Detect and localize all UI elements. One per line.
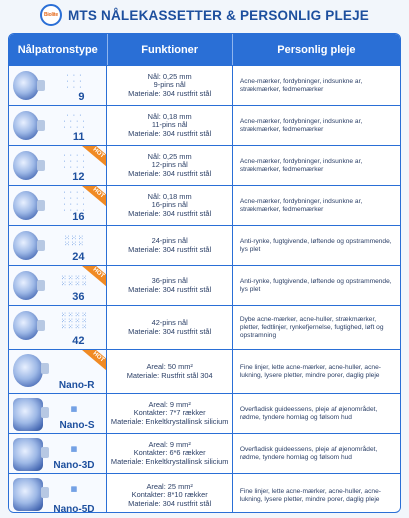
- table-row: [9, 145, 400, 185]
- cartridge-image-cell: [9, 434, 107, 473]
- function-line: 42-pins nål: [151, 317, 188, 327]
- cartridge-label: Nano-R: [58, 380, 95, 391]
- cartridge-table: [8, 33, 401, 513]
- functions-cell: [107, 434, 232, 473]
- function-line: 9-pins nål: [153, 80, 186, 90]
- hot-badge: [82, 266, 106, 290]
- cartridge-label: 9: [78, 91, 85, 103]
- function-line: Areal: 9 mm²: [148, 439, 191, 449]
- function-line: Materiale: 304 rustfrit stål: [128, 244, 212, 254]
- functions-cell: [107, 66, 232, 105]
- brand-logo: [40, 4, 62, 26]
- cartridge-image-cell: [9, 66, 107, 105]
- hot-badge-text: HOT: [82, 186, 106, 209]
- table-body: [9, 65, 400, 513]
- table-row: [9, 185, 400, 225]
- cartridge-image-cell: [9, 106, 107, 145]
- function-line: Areal: 50 mm²: [146, 361, 193, 371]
- care-cell: Acne-mærker, fordybninger, indsunkne ar, strækmærker, fedmemærker: [239, 117, 363, 133]
- care-cell: Fine linjer, lette acne-mærker, acne-huller, acne-lukning, lysere pletter, mindre porer, daglig pleje: [239, 363, 381, 379]
- cartridge-icon: [13, 151, 39, 180]
- cartridge-label: 12: [72, 171, 85, 183]
- function-line: Nål: 0,18 mm: [147, 191, 192, 201]
- function-line: Materiale: Enkeltkrystallinsk silicium: [110, 456, 229, 466]
- cartridge-label: 36: [72, 291, 85, 303]
- function-line: Kontakter: 7*7 rækker: [133, 408, 206, 418]
- care-cell: Acne-mærker, fordybninger, indsunkne ar, strækmærker, fedmemærker: [239, 197, 363, 213]
- cartridge-icon: [13, 71, 39, 100]
- title-bar: [0, 0, 409, 30]
- cartridge-icon: [13, 191, 39, 220]
- cartridge-icon: [13, 354, 43, 387]
- hot-badge: [82, 186, 106, 210]
- column-header-type: Nålpatronstype: [9, 34, 108, 65]
- cartridge-icon: [13, 311, 39, 340]
- function-line: Areal: 25 mm²: [146, 481, 193, 491]
- cartridge-image-cell: [9, 226, 107, 265]
- functions-cell: [107, 226, 232, 265]
- cartridge-image-cell: [9, 266, 107, 305]
- table-row: [9, 473, 400, 513]
- function-line: Nål: 0,25 mm: [147, 71, 192, 81]
- hot-badge-text: HOT: [82, 266, 106, 289]
- hot-badge: [82, 350, 106, 374]
- cartridge-icon: [13, 398, 43, 431]
- functions-cell: [107, 350, 232, 393]
- table-row: [9, 433, 400, 473]
- functions-cell: [107, 186, 232, 225]
- function-line: Materiale: 304 rustfrit stål: [128, 168, 212, 178]
- function-line: Materiale: 304 rustfrit stål: [128, 88, 212, 98]
- care-cell: Dybe acne-mærker, acne-huller, strækmærker, pletter, fedtlinjer, rynkefjernelse, fugtighed, løft og opstramning: [239, 315, 384, 339]
- function-line: 16-pins nål: [151, 200, 188, 210]
- function-line: Nål: 0,18 mm: [147, 111, 192, 121]
- care-cell: Overfladisk guideessens, pleje af øjenområdet, rødme, tyndere hornlag og følsom hud: [239, 445, 378, 461]
- function-line: 36-pins nål: [151, 275, 188, 285]
- functions-cell: [107, 106, 232, 145]
- cartridge-image-cell: [9, 306, 107, 349]
- function-line: Materiale: 304 rustfrit stål: [128, 326, 212, 336]
- function-line: Materiale: 304 rustfrit stål: [128, 208, 212, 218]
- cartridge-image-cell: [9, 474, 107, 513]
- function-line: 12-pins nål: [151, 160, 188, 170]
- cartridge-label: 42: [72, 335, 85, 347]
- needle-pattern-icon: · · · · · · · · · · · ·: [63, 152, 86, 171]
- cartridge-image-cell: [9, 146, 107, 185]
- table-row: [9, 305, 400, 349]
- care-cell: Fine linjer, lette acne-mærker, acne-huller, acne-lukning, lysere pletter, mindre porer, daglig pleje: [239, 487, 381, 503]
- function-line: Materiale: Enkeltkrystallinsk silicium: [110, 416, 229, 426]
- hot-badge: [82, 146, 106, 170]
- care-cell: Anti-rynke, fugtgivende, løftende og opstrammende, lys plet: [239, 237, 392, 253]
- cartridge-icon: [13, 231, 39, 260]
- table-row: [9, 265, 400, 305]
- function-line: Materiale: 304 rustfrit stål: [128, 128, 212, 138]
- care-cell: Acne-mærker, fordybninger, indsunkne ar, strækmærker, fedmemærker: [239, 77, 363, 93]
- cartridge-label: Nano-3D: [53, 460, 95, 471]
- care-cell: Overfladisk guideessens, pleje af øjenområdet, rødme, tyndere hornlag og følsom hud: [239, 405, 378, 421]
- function-line: 24-pins nål: [151, 235, 188, 245]
- cartridge-image-cell: [9, 186, 107, 225]
- needle-pattern-icon: ⁙⁙⁙ ⁙⁙⁙: [64, 235, 85, 248]
- function-line: Areal: 9 mm²: [148, 399, 191, 409]
- cartridge-label: 11: [72, 131, 85, 143]
- hot-badge-text: HOT: [82, 146, 106, 169]
- needle-pattern-icon: · · · · · · · · ·: [66, 72, 83, 91]
- cartridge-icon: [13, 111, 39, 140]
- needle-pattern-icon: ▦: [70, 406, 79, 413]
- table-row: [9, 105, 400, 145]
- cartridge-label: 16: [72, 211, 85, 223]
- table-row: [9, 225, 400, 265]
- needle-pattern-icon: ▦: [70, 486, 79, 493]
- functions-cell: [107, 266, 232, 305]
- column-header-functions: Funktioner: [108, 34, 233, 65]
- cartridge-label: Nano-5D: [53, 504, 95, 513]
- needle-pattern-icon: ⁙⁙⁙⁙ ⁙⁙⁙⁙ ⁙⁙⁙⁙: [60, 312, 89, 331]
- cartridge-label: Nano-S: [59, 420, 95, 431]
- care-cell: Acne-mærker, fordybninger, indsunkne ar, strækmærker, fedmemærker: [239, 157, 363, 173]
- functions-cell: [107, 474, 232, 513]
- table-header: [9, 34, 400, 65]
- function-line: Kontakter: 8*10 rækker: [131, 490, 208, 500]
- needle-pattern-icon: · · · · · · · · · · · · · · · ·: [63, 189, 86, 214]
- logo-text: Biolite: [44, 12, 58, 18]
- column-header-care: Personlig pleje: [277, 43, 356, 56]
- cartridge-icon: [13, 438, 43, 471]
- care-cell: Anti-rynke, fugtgivende, løftende og opstrammende, lys plet: [239, 277, 392, 293]
- needle-pattern-icon: ⁙⁙⁙⁙ ⁙⁙⁙⁙: [60, 275, 89, 288]
- function-line: Nål: 0,25 mm: [147, 151, 192, 161]
- function-line: Materiale: 304 rustfrit stål: [128, 284, 212, 294]
- functions-cell: [107, 394, 232, 433]
- function-line: Materiale: 304 rustfrit stål: [128, 498, 212, 508]
- cartridge-icon: [13, 271, 39, 300]
- table-row: [9, 393, 400, 433]
- hot-badge-text: HOT: [82, 350, 106, 373]
- needle-pattern-icon: · · · · · · · · · · ·: [63, 112, 86, 131]
- function-line: 11-pins nål: [151, 120, 188, 130]
- cartridge-image-cell: [9, 350, 107, 393]
- cartridge-image-cell: [9, 394, 107, 433]
- function-line: Materiale: Rustfrit stål 304: [126, 370, 213, 380]
- function-line: Kontakter: 6*6 rækker: [133, 448, 206, 458]
- cartridge-label: 24: [72, 251, 85, 263]
- functions-cell: [107, 306, 232, 349]
- page-title: MTS NÅLEKASSETTER & PERSONLIG PLEJE: [67, 7, 370, 23]
- table-row: [9, 349, 400, 393]
- functions-cell: [107, 146, 232, 185]
- table-row: [9, 65, 400, 105]
- needle-pattern-icon: ▦: [70, 446, 79, 453]
- cartridge-icon: [13, 478, 43, 511]
